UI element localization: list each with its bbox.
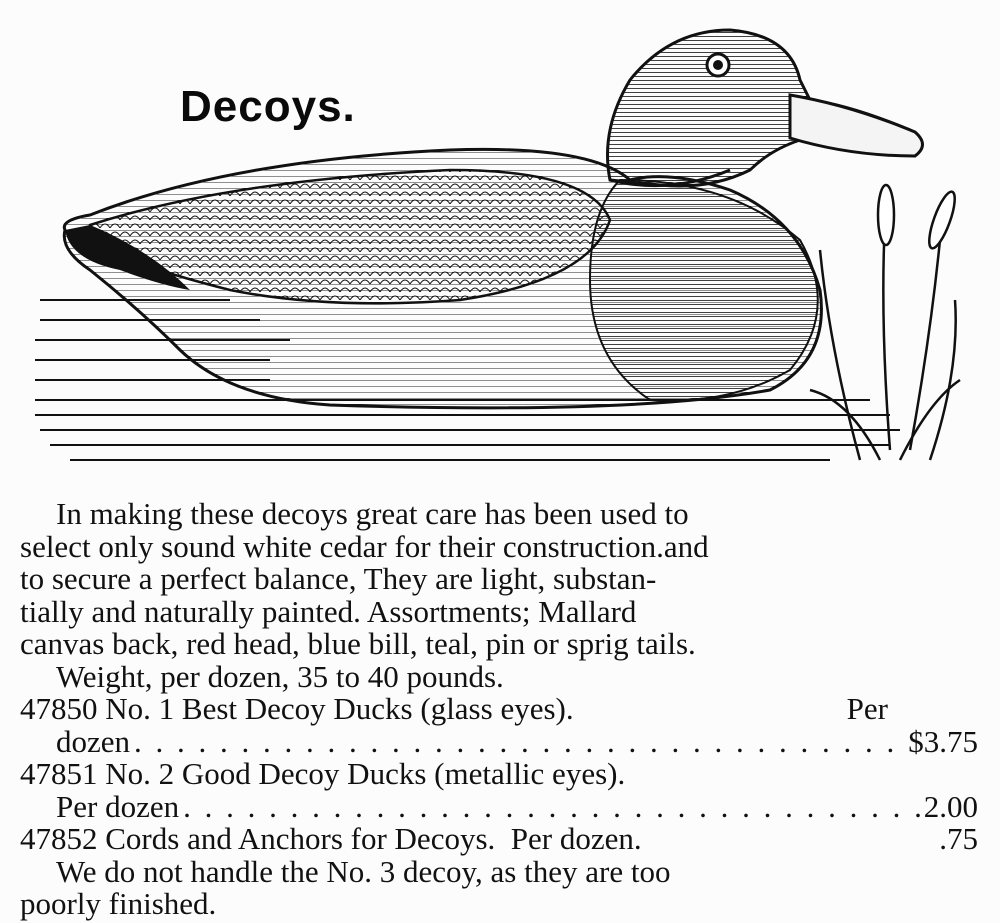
- description-line: tially and naturally painted. Assortments; Mallard: [20, 593, 637, 629]
- catalog-item-47851: [20, 758, 978, 823]
- description-line: In making these decoys great care has been used to: [56, 496, 689, 531]
- item-name: Cords and Anchors for Decoys.: [105, 821, 496, 856]
- catalog-item-47852: [20, 823, 978, 856]
- description-line: select only sound white cedar for their construction.and: [20, 528, 709, 564]
- description: [20, 498, 978, 693]
- item-price: 2.00: [923, 788, 978, 824]
- leader-dots: [183, 791, 920, 824]
- item-number: 47852: [20, 821, 98, 856]
- item-unit-prefix: Per: [846, 691, 888, 726]
- item-number: 47851: [20, 756, 98, 791]
- leader-dots: [134, 726, 904, 759]
- page-title: Decoys.: [180, 82, 356, 131]
- item-unit: Per dozen: [56, 788, 180, 824]
- description-line: Weight, per dozen, 35 to 40 pounds.: [56, 658, 504, 694]
- footnote-line: poorly finished.: [20, 886, 217, 921]
- footnote: [20, 853, 978, 921]
- mallard-decoy-illustration: [30, 20, 970, 480]
- catalog-text: [20, 498, 978, 921]
- footnote-line: We do not handle the No. 3 decoy, as they are too: [56, 853, 671, 889]
- item-number: 47850: [20, 691, 98, 726]
- description-line: canvas back, red head, blue bill, teal, pin or sprig tails.: [20, 626, 696, 661]
- item-unit: Per dozen.: [510, 821, 642, 856]
- item-unit: dozen: [56, 723, 131, 759]
- catalog-item-47850: [20, 693, 978, 758]
- item-price: .75: [939, 821, 978, 856]
- item-name: No. 1 Best Decoy Ducks (glass eyes).: [105, 691, 574, 726]
- item-name: No. 2 Good Decoy Ducks (metallic eyes).: [105, 756, 626, 791]
- description-line: to secure a perfect balance, They are light, substan-: [20, 561, 657, 596]
- item-price: $3.75: [908, 723, 978, 759]
